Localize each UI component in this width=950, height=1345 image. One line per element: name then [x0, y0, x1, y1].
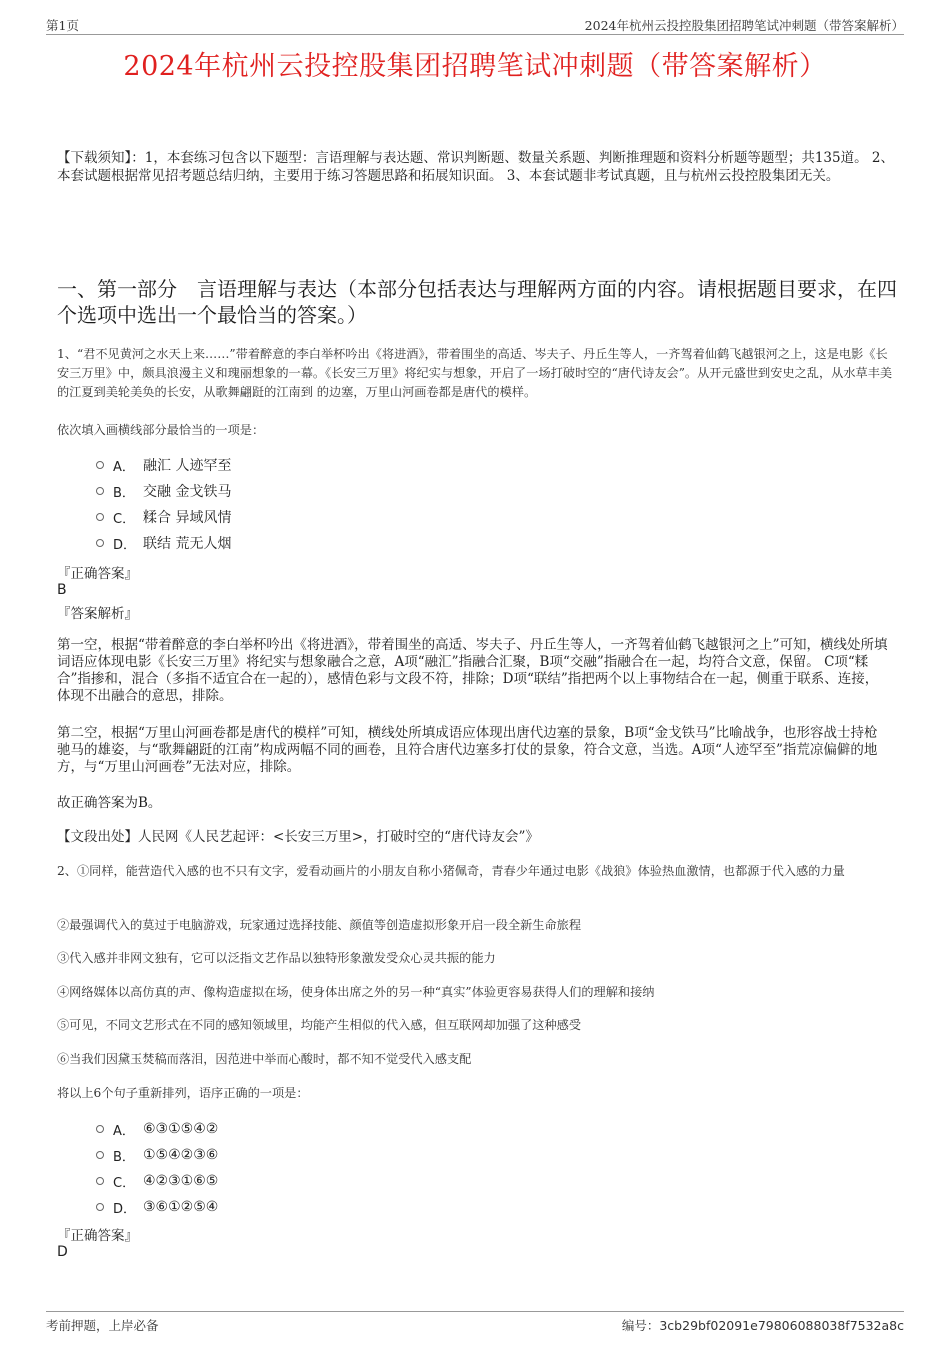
- q2-sentence-5: ⑤可见，不同文艺形式在不同的感知领域里，均能产生相似的代入感，但互联网却加强了这种感受: [57, 1018, 582, 1032]
- q1-analysis-label: 『答案解析』: [57, 606, 138, 622]
- q2-sentence-1: 2、①同样，能营造代入感的也不只有文字，爱看动画片的小朋友自称小猪佩奇，青春少年通过电影《战狼》体验热血激情，也都源于代入感的力量: [57, 864, 845, 878]
- radio-icon[interactable]: [96, 487, 104, 495]
- q1-option-c[interactable]: [96, 504, 231, 530]
- q2-options: [96, 1116, 218, 1220]
- q1-options: [96, 452, 231, 556]
- q1-answer: B: [57, 582, 67, 598]
- q1-option-b[interactable]: [96, 478, 231, 504]
- q2-option-d[interactable]: [96, 1194, 218, 1220]
- option-key: C．: [113, 511, 136, 527]
- page-title: 2024年杭州云投控股集团招聘笔试冲刺题（带答案解析）: [123, 51, 827, 82]
- option-key: A．: [113, 1123, 135, 1139]
- radio-icon[interactable]: [96, 539, 104, 547]
- code-label: 编号：: [621, 1318, 660, 1333]
- option-key: D．: [113, 1201, 137, 1217]
- radio-icon[interactable]: [96, 461, 104, 469]
- option-text: ④②③①⑥⑤: [143, 1173, 219, 1189]
- option-text: 交融 金戈铁马: [143, 484, 232, 500]
- option-key: B．: [113, 485, 135, 501]
- option-text: 联结 荒无人烟: [143, 536, 232, 552]
- radio-icon[interactable]: [96, 1125, 104, 1133]
- q2-option-c[interactable]: [96, 1168, 218, 1194]
- radio-icon[interactable]: [96, 1177, 104, 1185]
- section-heading: 一、第一部分 言语理解与表达（本部分包括表达与理解两方面的内容。请根据题目要求，在四个选项中选出一个最恰当的答案。）: [57, 277, 897, 327]
- q2-answer-label: 『正确答案』: [57, 1228, 138, 1244]
- q2-option-b[interactable]: [96, 1142, 218, 1168]
- q1-option-d[interactable]: [96, 530, 231, 556]
- option-text: ⑥③①⑤④②: [143, 1121, 219, 1137]
- q1-option-a[interactable]: [96, 452, 231, 478]
- q2-answer: D: [57, 1244, 68, 1260]
- page-number: 第1页: [46, 18, 79, 33]
- q1-analysis-2: 第二空，根据“万里山河画卷都是唐代的模样”可知，横线处所填成语应体现出唐代边塞的景象，B项“金戈铁马”比喻战争，也形容战士持枪驰马的雄姿，与“歌舞翩跹的江南”构成两幅不同的画卷，且符合唐代边塞多打仗的景象，符合文意，当选。A项“人迹罕至”指荒凉偏僻的地方，与“万里山河画卷”无法对应，排除。: [57, 725, 878, 775]
- q2-sentence-6: ⑥当我们因黛玉焚稿而落泪，因范进中举而心酸时，都不知不觉受代入感支配: [57, 1052, 472, 1066]
- download-notice: 【下载须知】：1，本套练习包含以下题型：言语理解与表达题、常识判断题、数量关系题、判断推理题和资料分析题等题型；共135道。 2、本套试题根据常见招考题总结归纳，主要用于练习答题思路和拓展知识面。 3、本套试题非考试真题，且与杭州云投控股集团无关。: [57, 150, 894, 184]
- page-header: [46, 14, 904, 35]
- option-key: B．: [113, 1149, 135, 1165]
- footer-code: [622, 1316, 904, 1334]
- q1-analysis-1: 第一空，根据“带着醉意的李白举杯吟出《将进酒》，带着围坐的高适、岑夫子、丹丘生等人，一齐驾着仙鹤飞越银河之上”可知，横线处所填词语应体现电影《长安三万里》将纪实与想象融合之意，A项“融汇”指融合汇聚，B项“交融”指融合在一起，均符合文意，保留。 C项“糅合”指掺和，混合（多指不适宜合在一起的），感情色彩与文段不符，排除；D项“联结”指把两个以上事物结合在一起，侧重于联系、连接，体现不出融合的意思，排除。: [57, 637, 888, 704]
- option-key: C．: [113, 1175, 136, 1191]
- page-footer: [46, 1311, 904, 1332]
- code-value: 3cb29bf02091e79806088038f7532a8c: [659, 1318, 904, 1333]
- q2-sentence-2: ②最强调代入的莫过于电脑游戏，玩家通过选择技能、颜值等创造虚拟形象开启一段全新生命旅程: [57, 918, 582, 932]
- q1-answer-label: 『正确答案』: [57, 566, 138, 582]
- option-key: D．: [113, 537, 137, 553]
- q2-option-a[interactable]: [96, 1116, 218, 1142]
- option-text: 糅合 异域风情: [143, 510, 232, 526]
- option-text: ③⑥①②⑤④: [143, 1199, 219, 1215]
- radio-icon[interactable]: [96, 513, 104, 521]
- option-text: ①⑤④②③⑥: [143, 1147, 219, 1163]
- q2-sentence-4: ④网络媒体以高仿真的声、像构造虚拟在场，使身体出席之外的另一种“真实”体验更容易获得人们的理解和接纳: [57, 985, 655, 999]
- header-doc-title: 2024年杭州云投控股集团招聘笔试冲刺题（带答案解析）: [584, 18, 904, 33]
- radio-icon[interactable]: [96, 1203, 104, 1211]
- radio-icon[interactable]: [96, 1151, 104, 1159]
- q1-stem: 1、“君不见黄河之水天上来……”带着醉意的李白举杯吟出《将进酒》，带着围坐的高适、岑夫子、丹丘生等人，一齐驾着仙鹤飞越银河之上，这是电影《长安三万里》中，颇具浪漫主义和瑰丽想象的一幕。《长安三万里》将纪实与想象，开启了一场打破时空的“唐代诗友会”。从开元盛世到安史之乱，从水草丰美的江夏到美轮美奂的长安，从歌舞翩跹的江南到 的边塞，万里山河画卷都是唐代的模样。: [57, 347, 893, 399]
- q2-sentence-3: ③代入感并非网文独有，它可以泛指文艺作品以独特形象激发受众心灵共振的能力: [57, 951, 496, 965]
- q2-prompt: 将以上6个句子重新排列，语序正确的一项是：: [57, 1086, 309, 1100]
- q1-prompt: 依次填入画横线部分最恰当的一项是：: [57, 423, 265, 437]
- option-key: A．: [113, 459, 135, 475]
- footer-slogan: 考前押题，上岸必备: [46, 1318, 159, 1333]
- q1-conclusion: 故正确答案为B。: [57, 795, 162, 811]
- option-text: 融汇 人迹罕至: [143, 458, 232, 474]
- q1-source: 【文段出处】人民网《人民艺起评：<长安三万里>，打破时空的“唐代诗友会”》: [57, 829, 539, 845]
